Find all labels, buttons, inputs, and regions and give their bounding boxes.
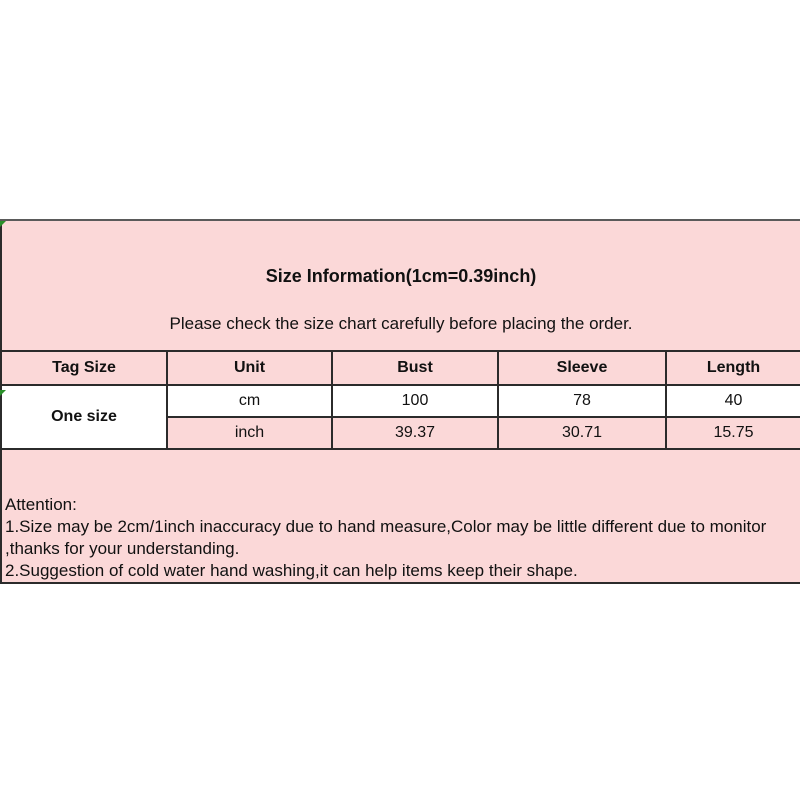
page-subtitle: Please check the size chart carefully before placing the order. <box>169 314 633 333</box>
table-row-cm <box>1 385 800 417</box>
attention-line-1: 1.Size may be 2cm/1inch inaccuracy due to hand measure,Color may be little different due to monitor <box>5 517 767 536</box>
table-header-row <box>1 351 800 385</box>
unit-cm-cell: cm <box>167 385 332 417</box>
excel-corner-marker-top <box>0 221 6 227</box>
header-unit: Unit <box>167 351 332 385</box>
sleeve-inch-value: 30.71 <box>498 417 666 449</box>
header-bust: Bust <box>332 351 498 385</box>
bust-inch-value: 39.37 <box>332 417 498 449</box>
attention-cell <box>1 449 800 583</box>
header-tag-size: Tag Size <box>1 351 167 385</box>
attention-line-3: 2.Suggestion of cold water hand washing,it can help items keep their shape. <box>5 561 578 580</box>
size-chart-table <box>0 219 800 584</box>
header-sleeve: Sleeve <box>498 351 666 385</box>
unit-inch-cell: inch <box>167 417 332 449</box>
length-cm-value: 40 <box>666 385 800 417</box>
bust-cm-value: 100 <box>332 385 498 417</box>
page-title: Size Information(1cm=0.39inch) <box>265 266 537 286</box>
attention-text <box>2 450 800 582</box>
header-length: Length <box>666 351 800 385</box>
length-inch-value: 15.75 <box>666 417 800 449</box>
title-group <box>2 221 800 334</box>
size-chart-block <box>0 219 800 584</box>
title-cell <box>1 220 800 351</box>
sleeve-cm-value: 78 <box>498 385 666 417</box>
excel-corner-marker-tagsize <box>0 390 6 396</box>
attention-row <box>1 449 800 583</box>
tag-size-cell: One size <box>1 385 167 449</box>
title-row <box>1 220 800 351</box>
attention-line-2: ,thanks for your understanding. <box>5 539 240 558</box>
attention-heading: Attention: <box>5 495 77 514</box>
